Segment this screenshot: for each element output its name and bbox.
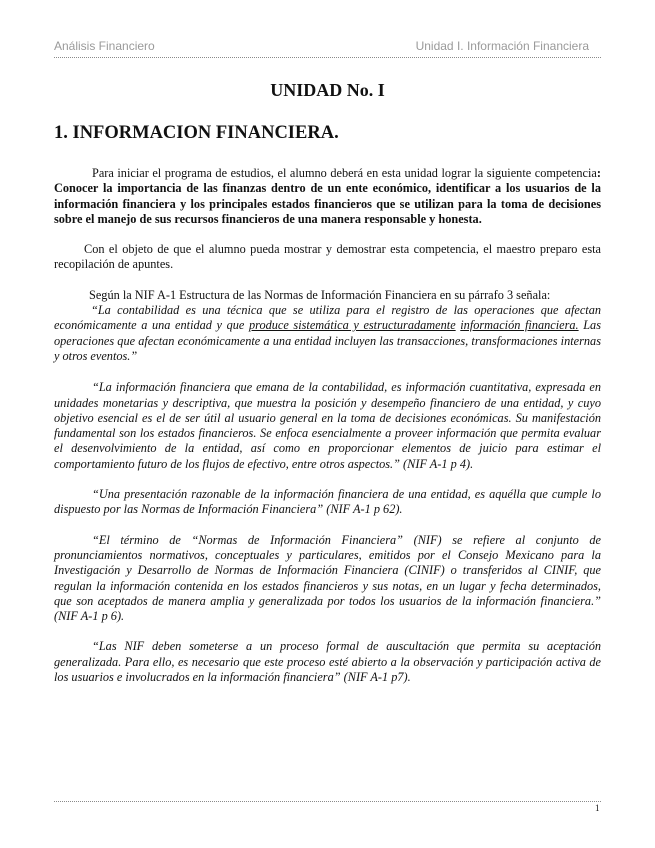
page-header (54, 37, 601, 58)
paragraph-nif-intro: Según la NIF A-1 Estructura de las Normas de Información Financiera en su párrafo 3 señala: (89, 287, 551, 302)
quote-contabilidad (54, 303, 601, 364)
quote-presentacion-razonable: “Una presentación razonable de la información financiera de una entidad, es aquélla que cumple lo dispuesto por las Normas de Información Financiera” (NIF A-1 p 62). (54, 487, 601, 517)
footer-rule (54, 801, 601, 802)
quote-auscultacion: “Las NIF deben someterse a un proceso formal de auscultación que permita su aceptación generalizada. Para ello, es necesario que este proceso esté abierto a la observación y participación activa de los usuarios e involucrados en la información financiera” (NIF A-1 p7). (54, 639, 601, 685)
unit-title: UNIDAD No. I (270, 80, 385, 100)
paragraph-text: Para iniciar el programa de estudios, el alumno deberá en esta unidad lograr la siguiente competencia (92, 166, 597, 180)
quote-informacion-financiera: “La información financiera que emana de la contabilidad, es información cuantitativa, expresada en unidades monetarias y descriptiva, que muestra la posición y desempeño financiero de una entidad, y cuyo objetivo esencial es el de ser útil al usuario general en la toma de decisiones económicas. Su manifestación fundamental son los estados financieros. Se enfoca esencialmente a proveer información que permita evaluar el desenvolvimiento de la entidad, así como en proporcionar elementos de juicio para estimar el comportamiento futuro de los flujos de efectivo, entre otros aspectos.” (NIF A-1 p 4). (54, 380, 601, 471)
section-title: 1. INFORMACION FINANCIERA. (54, 123, 339, 143)
header-left-title: Análisis Financiero (54, 39, 155, 53)
quote-text: Las operaciones que afectan económicamente a una entidad incluyen las transacciones, transformaciones internas y otros eventos.” (54, 318, 601, 363)
underlined-text: produce sistemática y estructuradamente (248, 318, 456, 333)
document-body (54, 166, 601, 700)
competencia-bold-text: : Conocer la importancia de las finanzas dentro de un ente económico, identificar a los usuarios de la información financiera y los principales estados financieros que se utilizan para la toma de decisiones sobre el manejo de sus recursos financieros de una manera responsable y honesta. (54, 166, 601, 226)
quote-normas-definicion: “El término de “Normas de Información Financiera” (NIF) se refiere al conjunto de pronunciamientos normativos, conceptuales y particulares, emitidos por el Consejo Mexicano para la Investigación y Desarrollo de Normas de Información Financiera (CINIF) o transferidos al CINIF, que regulan la información contenida en los estados financieros y sus notas, en un lugar y fecha determinados, que son aceptados de manera amplia y generalizada por todos los usuarios de la información financiera.” (NIF A-1 p 6). (54, 532, 601, 624)
paragraph-objeto: Con el objeto de que el alumno pueda mostrar y demostrar esta competencia, el maestro preparo esta recopilación de apuntes. (54, 242, 601, 272)
page-number: 1 (595, 803, 600, 813)
paragraph-competencia (54, 166, 601, 227)
quote-text: “La contabilidad es una técnica que se utiliza para el registro de las operaciones que afectan económicamente a una entidad y que (54, 303, 601, 333)
header-right-title: Unidad I. Información Financiera (415, 39, 589, 53)
underlined-text: información financiera. (460, 318, 579, 333)
